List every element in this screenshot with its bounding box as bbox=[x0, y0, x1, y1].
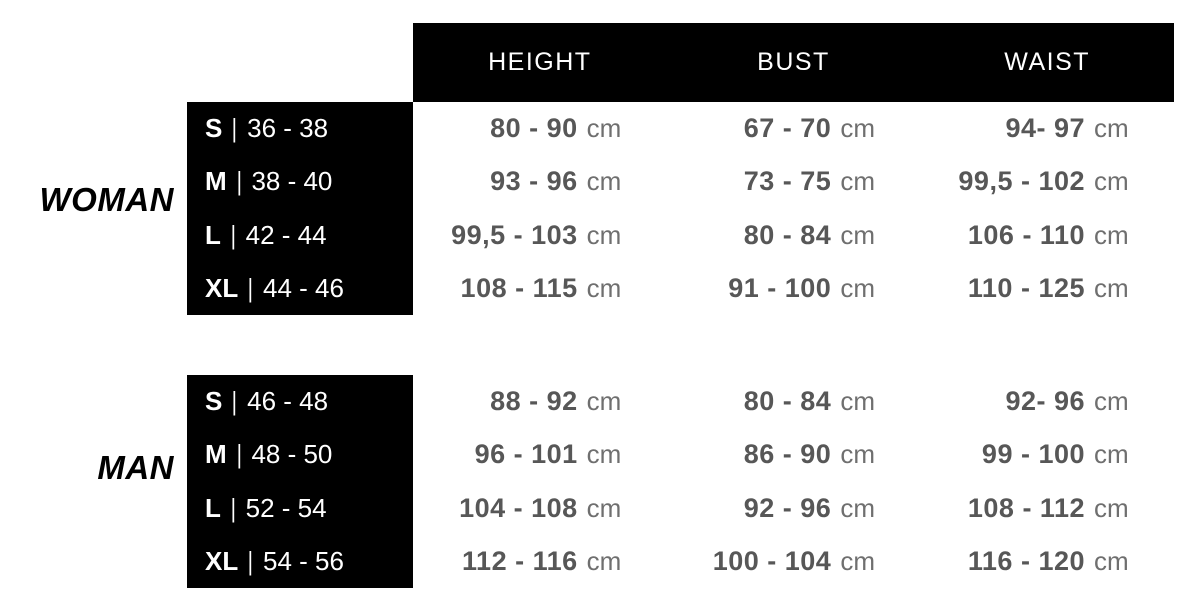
measurement-unit: cm bbox=[1094, 545, 1129, 576]
measurement-unit: cm bbox=[1094, 386, 1129, 417]
measurement-value: 104 - 108 bbox=[459, 492, 578, 523]
size-row bbox=[187, 535, 413, 588]
measurement-cell-height bbox=[413, 375, 667, 428]
size-range: 44 - 46 bbox=[263, 272, 344, 303]
measurement-cell-bust bbox=[667, 155, 921, 208]
pipe-separator: | bbox=[230, 492, 236, 523]
measurement-cell-bust bbox=[667, 375, 921, 428]
measurement-value: 106 - 110 bbox=[967, 219, 1085, 250]
size-row bbox=[187, 102, 413, 155]
pipe-separator: | bbox=[247, 545, 254, 576]
measurement-cell-height bbox=[413, 155, 667, 208]
measurement-value: 67 - 70 bbox=[743, 113, 832, 144]
size-range: 48 - 50 bbox=[251, 439, 333, 470]
size-list-woman bbox=[187, 102, 413, 315]
measurement-unit: cm bbox=[586, 439, 622, 470]
measurement-value: 108 - 112 bbox=[967, 492, 1085, 523]
measurement-value: 93 - 96 bbox=[490, 166, 578, 197]
measurement-unit: cm bbox=[586, 113, 622, 144]
measurement-cell-waist bbox=[920, 155, 1174, 208]
measurement-value: 73 - 75 bbox=[743, 166, 832, 197]
column-header-height: HEIGHT bbox=[488, 48, 592, 76]
measurement-value: 99,5 - 102 bbox=[958, 166, 1085, 197]
size-list-man bbox=[187, 375, 413, 588]
size-letter: L bbox=[205, 219, 221, 250]
measurement-cell-waist bbox=[920, 482, 1174, 535]
measurement-cell-height bbox=[413, 482, 667, 535]
measurement-value: 88 - 92 bbox=[490, 386, 578, 417]
measurement-cell-height bbox=[413, 102, 667, 155]
size-range: 54 - 56 bbox=[263, 545, 344, 576]
measurement-cell-height bbox=[413, 262, 667, 315]
measurement-unit: cm bbox=[840, 272, 875, 303]
pipe-separator: | bbox=[236, 439, 242, 470]
measurement-cell-height bbox=[413, 209, 667, 262]
size-range: 36 - 38 bbox=[247, 113, 329, 144]
measurement-cell-waist bbox=[920, 428, 1174, 481]
size-row bbox=[187, 375, 413, 428]
measurement-value: 92 - 96 bbox=[743, 492, 832, 523]
size-letter: XL bbox=[205, 272, 239, 303]
measurement-value: 80 - 90 bbox=[490, 113, 578, 144]
measurement-unit: cm bbox=[840, 219, 875, 250]
pipe-separator: | bbox=[232, 386, 238, 417]
column-header-bar bbox=[413, 23, 1174, 102]
column-header-waist: WAIST bbox=[1004, 48, 1091, 76]
column-header-bust: BUST bbox=[757, 48, 830, 76]
measurement-unit: cm bbox=[586, 545, 622, 576]
measurement-value: 112 - 116 bbox=[462, 545, 578, 576]
measurement-unit: cm bbox=[586, 272, 622, 303]
measurement-unit: cm bbox=[840, 439, 875, 470]
size-range: 42 - 44 bbox=[245, 219, 327, 250]
size-letter: XL bbox=[205, 545, 239, 576]
measurement-unit: cm bbox=[840, 166, 875, 197]
measurement-cell-bust bbox=[667, 102, 921, 155]
pipe-separator: | bbox=[247, 272, 254, 303]
measurement-unit: cm bbox=[1094, 166, 1129, 197]
measurement-value: 100 - 104 bbox=[712, 545, 832, 576]
measurement-value: 116 - 120 bbox=[967, 545, 1085, 576]
measurement-unit: cm bbox=[840, 545, 875, 576]
size-range: 38 - 40 bbox=[251, 166, 333, 197]
size-range: 52 - 54 bbox=[245, 492, 327, 523]
measurement-unit: cm bbox=[586, 219, 622, 250]
group-label-man: MAN bbox=[97, 449, 174, 486]
measurement-cell-bust bbox=[667, 482, 921, 535]
measurement-unit: cm bbox=[586, 492, 622, 523]
measurement-cell-waist bbox=[920, 209, 1174, 262]
measurement-value: 86 - 90 bbox=[743, 439, 832, 470]
size-row bbox=[187, 482, 413, 535]
measurement-cell-height bbox=[413, 535, 667, 588]
pipe-separator: | bbox=[236, 166, 242, 197]
measurement-value: 99 - 100 bbox=[981, 439, 1085, 470]
measurement-cell-bust bbox=[667, 209, 921, 262]
measurement-cell-bust bbox=[667, 535, 921, 588]
size-row bbox=[187, 209, 413, 262]
pipe-separator: | bbox=[232, 113, 238, 144]
size-row bbox=[187, 428, 413, 481]
measurement-value: 94- 97 bbox=[1005, 113, 1085, 144]
size-row bbox=[187, 155, 413, 208]
measurement-value: 80 - 84 bbox=[743, 386, 832, 417]
measurement-value: 96 - 101 bbox=[474, 439, 578, 470]
size-row bbox=[187, 262, 413, 315]
measurement-cell-waist bbox=[920, 535, 1174, 588]
measurement-unit: cm bbox=[586, 166, 622, 197]
measurement-unit: cm bbox=[840, 386, 875, 417]
measurement-unit: cm bbox=[1094, 492, 1129, 523]
measurement-value: 110 - 125 bbox=[967, 272, 1085, 303]
measurement-unit: cm bbox=[840, 113, 875, 144]
size-range: 46 - 48 bbox=[247, 386, 329, 417]
measurement-value: 92- 96 bbox=[1005, 386, 1085, 417]
measurement-value: 80 - 84 bbox=[743, 219, 832, 250]
measurements-woman bbox=[413, 102, 1174, 315]
measurement-unit: cm bbox=[1094, 219, 1129, 250]
measurement-value: 108 - 115 bbox=[460, 272, 578, 303]
size-letter: L bbox=[205, 492, 221, 523]
measurement-unit: cm bbox=[1094, 113, 1129, 144]
pipe-separator: | bbox=[230, 219, 236, 250]
measurement-cell-height bbox=[413, 428, 667, 481]
measurement-cell-waist bbox=[920, 375, 1174, 428]
measurement-cell-bust bbox=[667, 428, 921, 481]
measurement-cell-waist bbox=[920, 262, 1174, 315]
size-letter: S bbox=[205, 386, 223, 417]
measurement-cell-waist bbox=[920, 102, 1174, 155]
measurement-unit: cm bbox=[586, 386, 622, 417]
group-label-woman: WOMAN bbox=[39, 181, 174, 218]
measurement-unit: cm bbox=[840, 492, 875, 523]
measurements-man bbox=[413, 375, 1174, 588]
measurement-unit: cm bbox=[1094, 439, 1129, 470]
measurement-value: 99,5 - 103 bbox=[451, 219, 578, 250]
size-letter: M bbox=[205, 166, 227, 197]
measurement-value: 91 - 100 bbox=[728, 272, 832, 303]
measurement-unit: cm bbox=[1094, 272, 1129, 303]
size-letter: S bbox=[205, 113, 223, 144]
size-letter: M bbox=[205, 439, 227, 470]
measurement-cell-bust bbox=[667, 262, 921, 315]
